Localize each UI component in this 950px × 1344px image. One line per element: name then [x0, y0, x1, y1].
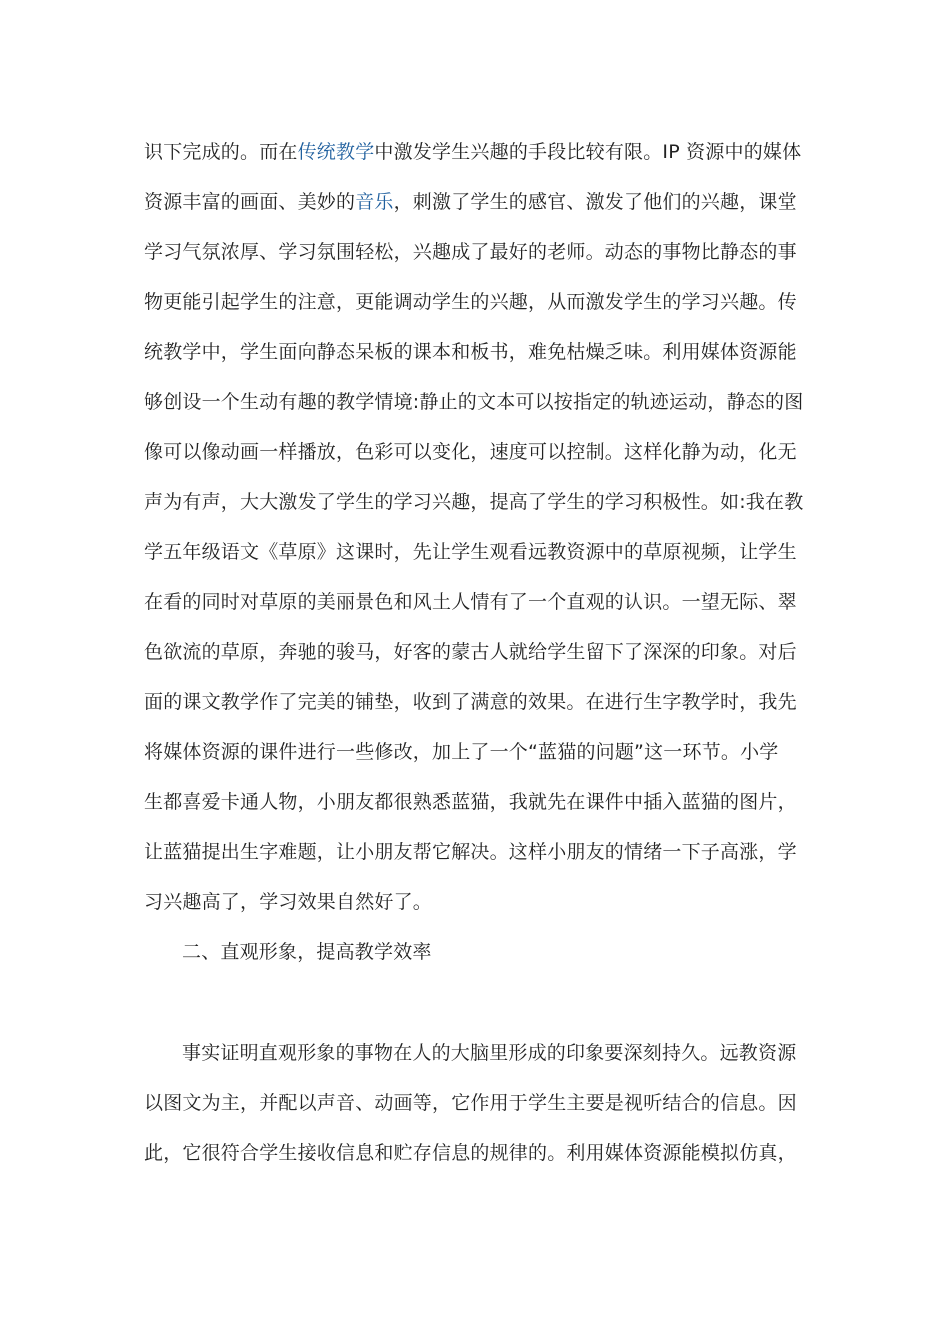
text-line: 事实证明直观形象的事物在人的大脑里形成的印象要深刻持久。远教资源: [182, 1042, 797, 1064]
text-line: 此，它很符合学生接收信息和贮存信息的规律的。利用媒体资源能模拟仿真，: [144, 1142, 797, 1164]
text-line: 学五年级语文《草原》这课时，先让学生观看远教资源中的草原视频，让学生: [144, 541, 797, 563]
link-music[interactable]: 音乐: [355, 191, 394, 213]
text-line: 习兴趣高了，学习效果自然好了。: [144, 891, 433, 913]
text-line: 在看的同时对草原的美丽景色和风土人情有了一个直观的认识。一望无际、翠: [144, 591, 797, 613]
text-line: 色欲流的草原，奔驰的骏马，好客的蒙古人就给学生留下了深深的印象。对后: [144, 641, 797, 663]
link-traditional-teaching[interactable]: 传统教学: [297, 141, 375, 163]
section-heading: 二、直观形象，提高教学效率: [182, 941, 432, 963]
text-line: 学习气氛浓厚、学习氛围轻松，兴趣成了最好的老师。动态的事物比静态的事: [144, 241, 797, 263]
text-line: 以图文为主，并配以声音、动画等，它作用于学生主要是视听结合的信息。因: [144, 1092, 797, 1114]
text-line: 像可以像动画一样播放，色彩可以变化，速度可以控制。这样化静为动，化无: [144, 441, 797, 463]
text-line: 够创设一个生动有趣的教学情境:静止的文本可以按指定的轨迹运动，静态的图: [144, 391, 804, 413]
text-line: 统教学中，学生面向静态呆板的课本和板书，难免枯燥乏味。利用媒体资源能: [144, 341, 797, 363]
text-segment: 资源丰富的画面、美妙的: [144, 191, 356, 213]
text-line: [144, 177, 806, 227]
section-heading-block: [144, 927, 806, 977]
text-line: 生都喜爱卡通人物，小朋友都很熟悉蓝猫，我就先在课件中插入蓝猫的图片，: [144, 791, 797, 813]
document-body: [144, 127, 806, 1178]
paragraph-spacer: [144, 977, 806, 1028]
text-line: 面的课文教学作了完美的铺垫，收到了满意的效果。在进行生字教学时，我先: [144, 691, 797, 713]
text-line: 物更能引起学生的注意，更能调动学生的兴趣，从而激发学生的学习兴趣。传: [144, 291, 797, 313]
text-line: 声为有声，大大激发了学生的学习兴趣，提高了学生的学习积极性。如:我在教: [144, 491, 804, 513]
text-line: [144, 127, 806, 177]
text-segment: 中激发学生兴趣的手段比较有限。IP 资源中的媒体: [374, 141, 802, 163]
text-line: 让蓝猫提出生字难题，让小朋友帮它解决。这样小朋友的情绪一下子高涨，学: [144, 841, 797, 863]
text-line: 将媒体资源的课件进行一些修改，加上了一个“蓝猫的问题”这一环节。小学: [144, 741, 779, 763]
text-segment: ，刺激了学生的感官、激发了他们的兴趣，课堂: [393, 191, 797, 213]
paragraph-intuitive: [144, 1028, 806, 1178]
paragraph-interest: [144, 127, 806, 927]
text-segment: 识下完成的。而在: [144, 141, 298, 163]
